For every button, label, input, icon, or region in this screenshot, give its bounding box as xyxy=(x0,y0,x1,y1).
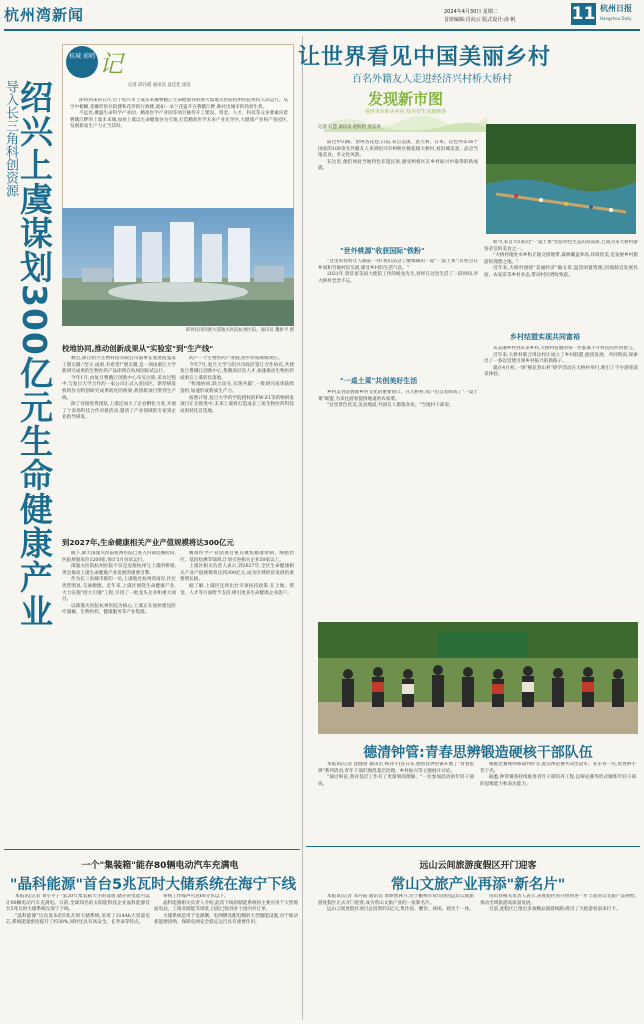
left-bottom-rule xyxy=(4,849,300,850)
badge-char: 记 xyxy=(99,50,123,78)
right-bottom-rule xyxy=(306,846,640,847)
left-byline: 记者 邱丹霞 通讯员 袁佳佳 徐洁 xyxy=(128,83,191,88)
right-head-yizhuo: "一桌土菜"共创美好生活 xyxy=(340,377,418,385)
right-col1c: 乡村美食是展现乡村文化的重要窗口。在大桥村,农户们自发组成了"一桌土菜"联盟,为来往游客提供地道的农家菜。 "这里景色优美,美食地道,外国友人都很喜欢。"当地村干部说。 xyxy=(318,390,478,409)
bottom-col2: 系统工作噪声可达60分贝以下。 晶科能源相关负责人介绍,此次下线的储能系统将主要应用于大型地面电站、工商业储能等场景,目前已收到多个国内外订单。 大储系统是用于电源侧、电网侧及配电侧的大型储能设施,对于推动新能源消纳、保障电网安全稳定运行具有重要作用。 xyxy=(154,894,298,926)
right-byline: 记者 石慧 通讯员 赵昕怡 金乐青 xyxy=(318,125,381,130)
bottom-title: "晶科能源"首台5兆瓦时大储系统在海宁下线 xyxy=(9,877,297,893)
left-big-title: 绍兴上虞谋划300亿元生命健康产业 xyxy=(15,80,54,628)
column-divider xyxy=(302,36,303,1020)
masthead: 杭州日报 xyxy=(600,3,632,13)
dest-col1: 本报讯(记者 邓丹霞 通讯员 黄晔然)4月,位于衢州市常山县的远山云间旅游度假区正式开门迎客,成为常山文旅产业的一张新名片。 远山云间度假区项目总投资约3亿元,集住宿、餐饮、休闲、观光于一体。 xyxy=(318,894,474,913)
left-vert-subtitle: 导入长三角科创资源 xyxy=(3,80,18,197)
youth-col2: 根据比赛规则和裁判评分,此次辩论赛共决出冠军、亚军各一名,优秀辩手若干名。 据悉,钟管镇将持续推进青年干部培养工程,以辩论赛等形式锤炼年轻干部的思维能力和表达能力。 xyxy=(480,762,636,787)
left-intro: 即将到来的五月,位于绍兴市上虞未来城曹娥江生命健康谷的浙大邵逸夫医院杭州医院将投入试运行。从空中俯瞰,花瓣形的住院楼和花形的行政楼,就如一朵兰花盛开在曹娥江畔,映衬出城市的勃勃生机。 不远处,聚盛生命科学产业园、精准医学产业园等项目静待开工建设。资金、人才、科技等众多要素向着曹娥江畔的上虞未来城,加快上虞以生命健康谷为引领,打造精准医学未来产业先导区,大健康产业和产业园区,发展新质生产力正当其时。 xyxy=(70,98,288,130)
group-photo xyxy=(318,622,638,734)
feature-sub: 看经本台和美乡村,绘美好生活新画卷 xyxy=(364,109,447,115)
dest-kicker: 远山云间旅游度假区开门迎客 xyxy=(419,861,537,871)
left-section1-head: 校地协同,推动创新成果从"实验室"到"生产线" xyxy=(62,344,214,353)
left-section2-col1: 眼下,浙大邵逸夫医院杭州医院已进入内部装修阶段,医院规划床位1200张,预计5月份试运行。 邵逸夫医院杭州医院不仅是连接杭州与上虞的桥梁,更是推动上虞生命健康产业发展的重要引擎。 作为长三角城市群的一员,上虞地处杭州湾南岸,区位优势明显,交通便捷。近年来,上虞区围绕生命健康产业,大力实施"招大引强"工程,引进了一批龙头企业和重大项目。 以邵逸夫医院杭州医院为核心,上虞正在加快建设医疗器械、生物医药、健康服务等产业集群。 xyxy=(62,551,176,616)
section-title: 杭州湾新闻 xyxy=(4,6,85,24)
right-col2: 如今,来自大山的这"一桌土菜"凭借特色生态的高品质,已成为来大桥村游客必尝的美食之一。 "大桥村地处水乡和丘陵交接地带,森林覆盖率高,环境优美,是发展乡村旅游的理想之地。" 近年来,大桥村围绕"美丽经济"做文章,盘活闲置资源,因地制宜发展民宿、农家乐等乡村业态,带动村民增收致富。 xyxy=(484,240,638,278)
badge: 杭城 前哨 xyxy=(66,46,98,78)
feature-title: 发现新市图 xyxy=(367,90,443,108)
date-line: 2024年4月30日 星期二 xyxy=(444,9,498,15)
right-main-title: 让世界看见中国美丽乡村 xyxy=(298,45,552,70)
dest-col2: 常山县相关负责人表示,该度假区的开放将进一步丰富常山文旅产品供给,推动全域旅游高质量发展。 目前,度假区已推出多条精品旅游线路,吸引了大批游客前来打卡。 xyxy=(480,894,636,913)
left-section2-col2: 精准医学产业园项目重点聚焦精准诊断、细胞治疗、基因检测等领域,计划引进相关企业50家以上。 上虞区相关负责人表示,到2027年,全区生命健康相关产业产值规模将达到300亿元,成为区域经济发展的重要增长极。 据了解,上虞区还将出台专项扶持政策,在土地、资金、人才等方面给予支持,吸引更多生命健康企业落户。 xyxy=(180,551,294,596)
hospital-photo xyxy=(62,208,294,326)
hospital-photo-caption: 即将投用的浙大邵逸夫医院杭州医院。通讯员 魏新平 摄 xyxy=(185,328,294,333)
right-main-sub: 百名外籍友人走进经济兴村桥大桥村 xyxy=(352,74,512,85)
right-head-yiqiao: "世外桃源"收获国际"铁粉" xyxy=(340,247,425,255)
header-rule xyxy=(4,29,640,31)
bottom-kicker: 一个"集装箱"能存80辆电动汽车充满电 xyxy=(81,861,239,871)
dest-title: 常山文旅产业再添"新名片" xyxy=(390,877,566,893)
village-photo xyxy=(486,124,636,234)
right-col1b: "这里的农村让人眼前一亮!我们品尝了酸梅做的一道"一桌土菜",有机会在乡间和当地村民交流,感受乡村的生活气息。" 2021年,曾驻留美国大使馆工作的杨龙先生,曾经在这里生活了一段时间,对大桥村念念不忘。 xyxy=(318,259,478,284)
right-col1: 前过中山路、虫鸣杏花巷,日前,来自美国、意大利、日本、以色列等36个国家的100余名外籍友人来到绍兴市柯桥区棉花镇大桥村,看旧城美景、品尝当地美食、享文化风韵。 在这里,他们体验当地特色非遗民俗,感受柯桥区在乡村振兴中取得的新成就。 xyxy=(318,140,478,172)
masthead-en: Hangzhou Daily xyxy=(600,16,632,21)
youth-title: 德清钟管:青春思辨锻造硬核干部队伍 xyxy=(363,745,593,761)
editor-line: 首席编辑:肖向云 版式设计:俞 帆 xyxy=(444,17,516,23)
right-head-zhengxing: 乡村结盟实现共同富裕 xyxy=(510,333,580,341)
left-section1-col2: 药产一个生物医药产业链,逐步形成规模效应。 今年7月,复旦大学与绍兴市政府签订合作协议,共建复旦曹娥江创新中心,集聚高层次人才,加速推动生物医药成果在上虞转化落地。 "校地协同,联合攻关,实现共赢",一批研究成果陆续签约,加速形成新质生产力。 按照计划,复旦大学药学院授权的FW-Z1等药物研发项目正在推进中,未来上虞将打造成长三角生物医药科技成果转化首选地。 xyxy=(180,356,294,414)
left-section2-head: 到2027年,生命健康相关产业产值规模将达300亿元 xyxy=(62,538,234,547)
right-col2b: 从美丽乡村到未来乡村,大桥村发展的每一步都离不开村民的共同参与。 近年来,大桥村联合周边村庄成立了乡村联盟,抱团发展、共同致富,探索出了一条以党建引领乡村振兴的新路子。 就在4月初,一场"棉花春山村"研学活动在大桥村举行,吸引了不少游客前来体验。 xyxy=(484,346,638,378)
youth-col1: 本报讯(记者 沈晓倩 通讯员 杨泽宇)连日来,德清县钟管镇开展了"青春思辨"系列活动,青年干部们围绕基层治理、乡村振兴等主题展开讨论。 "通过辩论,我对基层工作有了更深刻的理解。"一位参加活动的年轻干部说。 xyxy=(318,762,474,787)
left-section1-col1: 数近,浙江绍兴生物科技有限公司董事长张建波曼发了朋友圈:"坚守,成果,有希望!"朋友圈,是一项由浙江大学新研究成果的生物医药产品即将在杭州国际试运行。 今年1月,由复旦曹娥江创新中心牵头注册,采访过程中,与复旦大学合作的一家公司正式入驻园区。新型研发机构作为科创研究成果转化的桥梁,将创新项目带到生产线。 除了对接优秀团队,上虞还加大了企业孵化力度,开展了十余场科技合作对接活动,邀请了产业领域的专家到企业指导研发。 xyxy=(62,356,176,421)
page-number: 11 xyxy=(571,4,596,24)
bottom-col1: 本报讯(记者 黄小平)一套20尺集装箱大小的设备,储存的电能可以让80辆电动汽车充满电。日前,全球知名的太阳能科技企业晶科能源首台5兆瓦时大储系统在海宁下线。 "晶科能源"这次发布的5兆瓦时大储系统,采用了314Ah大容量电芯,系统能量密度提升了约30%,同时还具有高安全、长寿命等特点。 xyxy=(6,894,150,926)
